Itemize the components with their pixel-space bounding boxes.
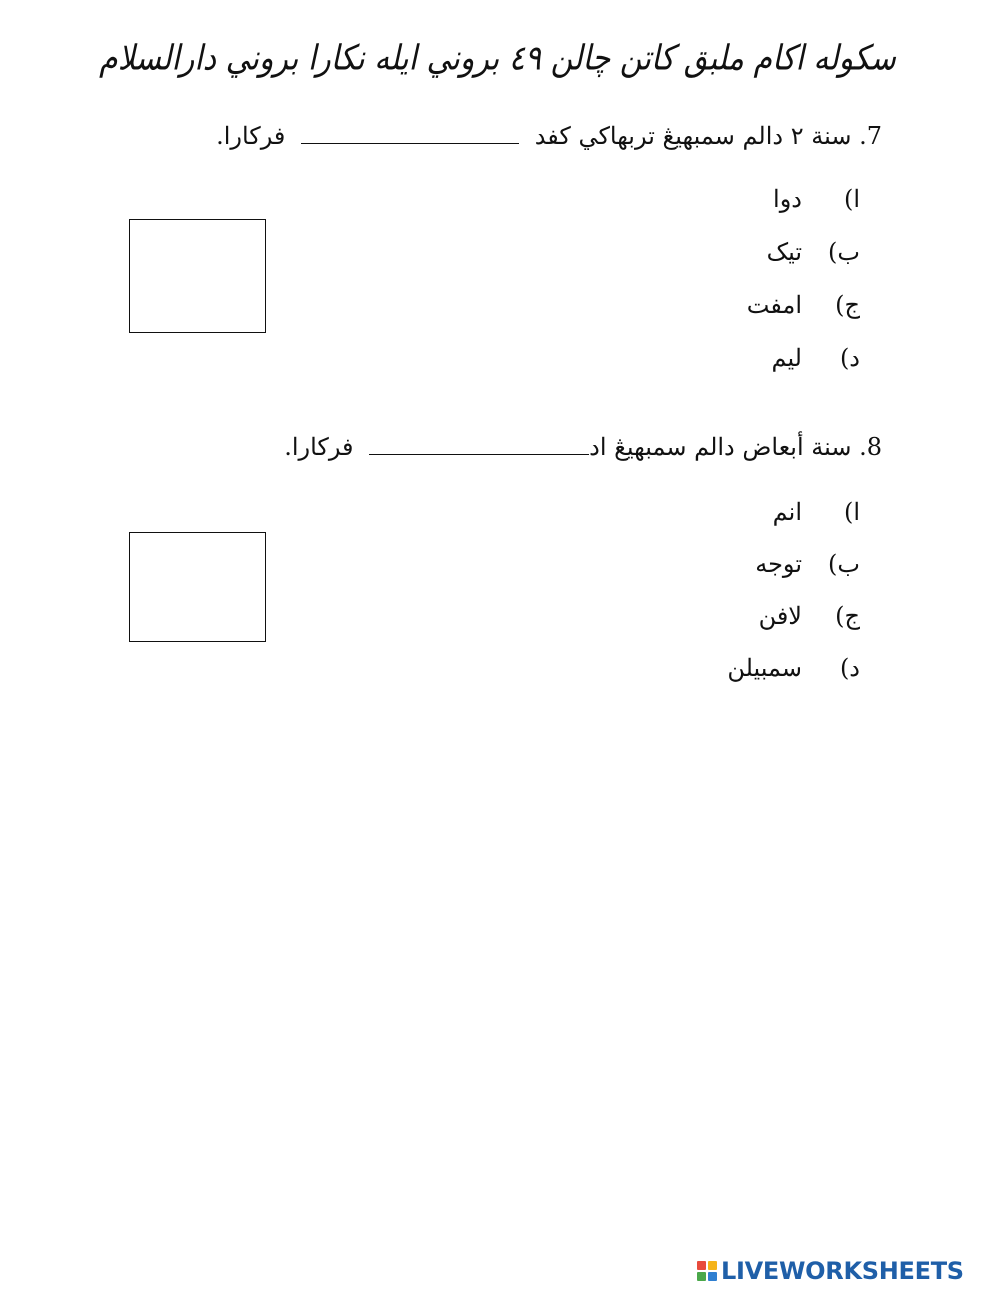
question-8-prompt-end: فرکارا.: [284, 433, 354, 461]
question-7-answer-box[interactable]: [129, 219, 266, 333]
question-7-blank: [301, 142, 519, 144]
option-text: ليم: [771, 343, 802, 372]
logo-square: [708, 1261, 717, 1270]
question-8-options: [727, 486, 860, 694]
school-header-calligraphy: [99, 28, 896, 88]
question-8: [284, 433, 882, 461]
option-item: [747, 172, 860, 225]
option-text: انم: [772, 498, 802, 526]
option-item: [727, 538, 860, 590]
option-letter: ب): [828, 237, 860, 266]
option-letter: ب): [828, 550, 860, 578]
option-item: [727, 642, 860, 694]
logo-square: [697, 1272, 706, 1281]
option-text: لافن: [758, 602, 802, 630]
logo-square: [697, 1261, 706, 1270]
question-7-prompt: 7. سنة ٢ دالم سمبهيڠ تربهاکي کفد: [534, 122, 882, 150]
option-letter: د): [839, 343, 860, 372]
option-item: [727, 590, 860, 642]
option-letter: ا): [843, 498, 860, 526]
option-text: دوا: [773, 184, 802, 213]
liveworksheets-logo-text: LIVEWORKSHEETS: [721, 1257, 964, 1285]
school-header-text: سکوله اکام ملبق کاتن چالن ٤٩ بروني ايله نکارا بروني دارالسلام: [99, 37, 896, 79]
question-7: [216, 122, 882, 150]
option-letter: د): [839, 654, 860, 682]
option-text: تيک: [766, 237, 802, 266]
liveworksheets-mark-icon: [697, 1261, 717, 1281]
option-item: [747, 278, 860, 331]
question-7-prompt-end: فرکارا.: [216, 122, 286, 150]
liveworksheets-logo: [697, 1256, 964, 1286]
option-item: [727, 486, 860, 538]
option-letter: ج): [835, 602, 860, 630]
option-letter: ج): [835, 290, 860, 319]
logo-square: [708, 1272, 717, 1281]
option-item: [747, 331, 860, 384]
option-letter: ا): [843, 184, 860, 213]
option-text: سمبيلن: [727, 654, 802, 682]
question-7-options: [747, 172, 860, 384]
question-8-answer-box[interactable]: [129, 532, 266, 642]
option-text: امفت: [746, 290, 802, 319]
option-text: توجه: [755, 550, 802, 578]
option-item: [747, 225, 860, 278]
question-8-prompt: 8. سنة أبعاض دالم سمبهيڠ اد: [589, 433, 882, 461]
question-8-blank: [369, 453, 589, 455]
